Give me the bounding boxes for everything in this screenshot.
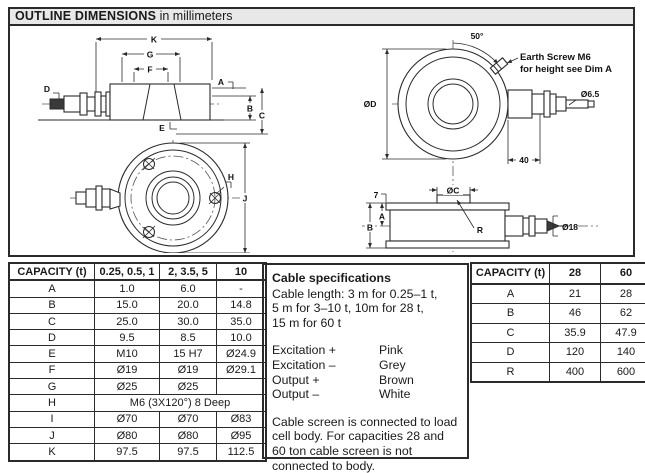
value-cell: Ø83	[217, 411, 267, 427]
dim-label-a: A	[218, 77, 224, 87]
value-cell: Ø25	[95, 379, 160, 395]
wiring-color-label: Brown	[379, 373, 414, 388]
value-cell: 8.5	[160, 330, 217, 346]
dimension-letter-cell: C	[9, 313, 95, 329]
wiring-color-label: Grey	[379, 358, 406, 373]
dimension-letter-cell: C	[471, 323, 550, 343]
dim-label-button-diameter: ØC	[447, 186, 460, 196]
dimension-table-large-capacities	[470, 262, 645, 383]
dimension-letter-cell: H	[9, 395, 95, 411]
value-cell: Ø19	[95, 362, 160, 378]
cable-screen-note: Cable screen is connected to load cell body. For capacities 28 and 60 ton cable screen is not connected to body.	[272, 415, 459, 473]
wiring-signal-label: Output +	[272, 373, 379, 388]
cable-specifications-box	[262, 263, 469, 459]
value-cell: Ø80	[95, 427, 160, 443]
value-cell: 14.8	[217, 297, 267, 313]
angle-label-50deg: 50°	[471, 31, 484, 41]
value-cell: Ø95	[217, 427, 267, 443]
tension-cell-front-view	[70, 140, 250, 253]
value-cell: 28	[601, 284, 645, 304]
title-bar	[8, 7, 635, 26]
cable-length-text	[272, 287, 459, 331]
value-cell: 10.0	[217, 330, 267, 346]
dim-label-lip-7: 7	[374, 190, 379, 200]
cable-length-line: 5 m for 3–10 t, 10m for 28 t,	[272, 301, 459, 316]
column-header: CAPACITY (t)	[471, 263, 550, 284]
value-cell: 21	[550, 284, 601, 304]
table-row	[9, 346, 266, 362]
value-cell: 20.0	[160, 297, 217, 313]
dimension-letter-cell: A	[471, 284, 550, 304]
table-row	[9, 427, 266, 443]
value-cell: 46	[550, 304, 601, 324]
dim-label-cable-diameter-18: Ø18	[562, 222, 578, 232]
dimension-letter-cell: D	[471, 343, 550, 363]
dimension-letter-cell: G	[9, 379, 95, 395]
page-subtitle: in millimeters	[160, 9, 233, 23]
table-row	[471, 343, 645, 363]
value-cell: 97.5	[160, 444, 217, 461]
column-header: 10	[217, 263, 267, 280]
table-row	[9, 379, 266, 395]
dimension-letter-cell: B	[9, 297, 95, 313]
value-cell: 97.5	[95, 444, 160, 461]
wiring-row	[272, 373, 459, 388]
dim-label-b: B	[247, 104, 253, 114]
compression-cell-side-view	[362, 185, 598, 248]
dim-label-c: C	[259, 111, 265, 121]
cable-length-line: Cable length: 3 m for 0.25–1 t,	[272, 287, 459, 302]
table-row	[471, 304, 645, 324]
column-header: CAPACITY (t)	[9, 263, 95, 280]
wiring-signal-label: Excitation –	[272, 358, 379, 373]
earth-screw-note-line1: Earth Screw M6	[520, 52, 591, 63]
tension-cell-side-view	[38, 34, 268, 134]
wiring-color-label: White	[379, 387, 410, 402]
value-cell: 400	[550, 362, 601, 382]
outline-drawings	[10, 26, 633, 253]
dim-label-d: D	[44, 84, 50, 94]
dim-label-height-a: A	[379, 212, 385, 222]
table-row	[9, 444, 266, 461]
table-row	[9, 395, 266, 411]
dimension-letter-cell: B	[471, 304, 550, 324]
dim-label-radius: R	[477, 225, 483, 235]
value-cell: Ø19	[160, 362, 217, 378]
value-cell	[217, 379, 267, 395]
dim-label-total-height-b: B	[367, 223, 373, 233]
dim-label-body-diameter: ØD	[364, 99, 377, 109]
dimension-letter-cell: E	[9, 346, 95, 362]
drawing-area	[8, 26, 635, 257]
dimension-letter-cell: A	[9, 280, 95, 297]
value-cell: -	[217, 280, 267, 297]
value-cell: 15 H7	[160, 346, 217, 362]
table-row	[471, 323, 645, 343]
column-header: 2, 3.5, 5	[160, 263, 217, 280]
dim-label-f: F	[147, 65, 152, 75]
column-header: 28	[550, 263, 601, 284]
value-cell: Ø24.9	[217, 346, 267, 362]
wiring-color-label: Pink	[379, 343, 403, 358]
value-cell: 140	[601, 343, 645, 363]
dim-label-j: J	[243, 194, 248, 204]
value-cell: Ø70	[95, 411, 160, 427]
dimension-letter-cell: D	[9, 330, 95, 346]
table-row	[471, 284, 645, 304]
wiring-color-list	[272, 343, 459, 401]
column-header: 60	[601, 263, 645, 284]
page-title: OUTLINE DIMENSIONS	[15, 9, 156, 23]
tables-section	[8, 262, 635, 465]
table-row	[471, 362, 645, 382]
value-cell: Ø70	[160, 411, 217, 427]
wiring-row	[272, 343, 459, 358]
value-cell: M10	[95, 346, 160, 362]
table-row	[9, 330, 266, 346]
value-cell: 15.0	[95, 297, 160, 313]
value-cell: 47.9	[601, 323, 645, 343]
value-cell: 112.5	[217, 444, 267, 461]
value-cell: 35.9	[550, 323, 601, 343]
value-cell: 120	[550, 343, 601, 363]
wiring-signal-label: Output –	[272, 387, 379, 402]
value-cell: 30.0	[160, 313, 217, 329]
earth-screw-icon	[490, 58, 507, 74]
wiring-signal-label: Excitation +	[272, 343, 379, 358]
table-row	[9, 411, 266, 427]
dim-label-g: G	[147, 50, 154, 60]
dimension-letter-cell: K	[9, 444, 95, 461]
cable-length-line: 15 m for 60 t	[272, 316, 459, 331]
dim-label-h: H	[228, 172, 234, 182]
dim-label-k: K	[151, 35, 158, 45]
dimension-letter-cell: I	[9, 411, 95, 427]
dimension-letter-cell: J	[9, 427, 95, 443]
value-cell: 9.5	[95, 330, 160, 346]
dim-label-gland-length: 40	[519, 155, 529, 165]
table-row	[9, 362, 266, 378]
value-cell: Ø25	[160, 379, 217, 395]
cable-specs-title: Cable specifications	[272, 271, 459, 286]
dimension-letter-cell: F	[9, 362, 95, 378]
earth-screw-note-line2: for height see Dim A	[520, 64, 612, 75]
value-cell: Ø29.1	[217, 362, 267, 378]
table-row	[9, 297, 266, 313]
value-cell: Ø80	[160, 427, 217, 443]
dim-label-e: E	[159, 123, 165, 133]
value-cell: 25.0	[95, 313, 160, 329]
dimension-letter-cell: R	[471, 362, 550, 382]
table-row	[9, 313, 266, 329]
value-cell: 600	[601, 362, 645, 382]
dim-label-cable-diameter: Ø6.5	[581, 89, 600, 99]
column-header: 0.25, 0.5, 1	[95, 263, 160, 280]
value-cell: 1.0	[95, 280, 160, 297]
wiring-row	[272, 358, 459, 373]
value-cell: 62	[601, 304, 645, 324]
value-cell: 35.0	[217, 313, 267, 329]
value-cell: M6 (3X120°) 8 Deep	[95, 395, 267, 411]
wiring-row	[272, 387, 459, 402]
dimension-table-small-capacities	[8, 262, 267, 462]
table-row	[9, 280, 266, 297]
value-cell: 6.0	[160, 280, 217, 297]
